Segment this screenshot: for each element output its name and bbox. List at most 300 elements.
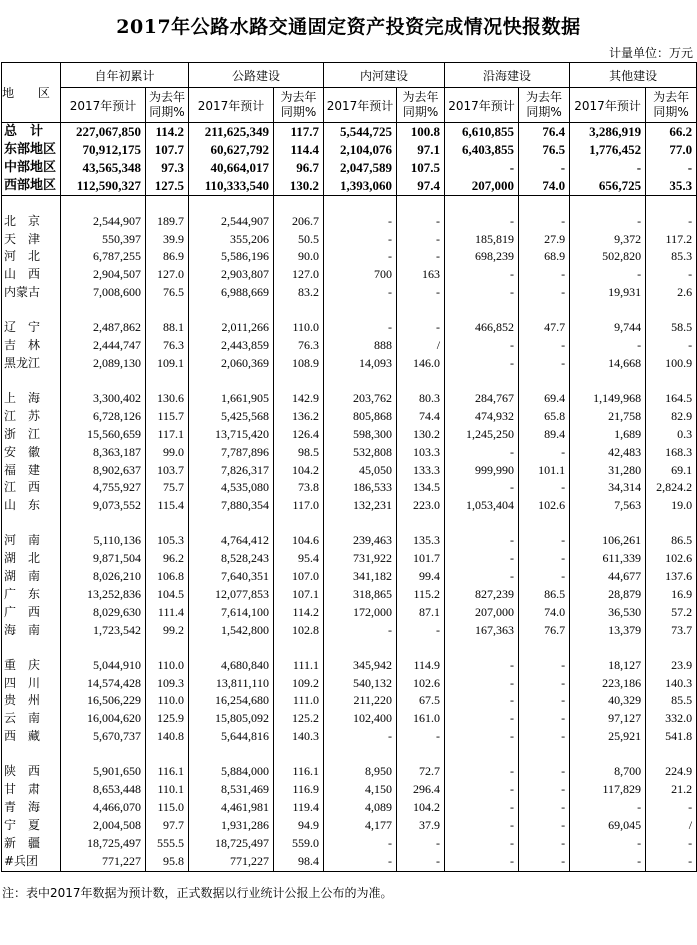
cell-inland: - [324,622,397,640]
spacer-cell [646,746,697,763]
cell-coastal-ratio: - [519,159,570,177]
cell-other-ratio: - [646,266,697,284]
cell-inland: 700 [324,266,397,284]
sub-header-ratio-line2: 同期% [402,105,439,119]
cell-road-ratio: 111.1 [274,657,324,675]
cell-total: 2,089,130 [61,355,146,373]
cell-road: 2,011,266 [189,319,274,337]
region-name: 浙 江 [2,426,61,444]
cell-other: 117,829 [570,781,646,799]
region-name: 贵 州 [2,692,61,710]
cell-inland-ratio: 97.4 [397,177,445,195]
region-name: 福 建 [2,462,61,480]
cell-road-ratio: 111.0 [274,692,324,710]
cell-other: 106,261 [570,532,646,550]
cell-road-ratio: 117.0 [274,497,324,515]
region-name: 广 西 [2,604,61,622]
spacer-cell [646,515,697,532]
cell-inland: 14,093 [324,355,397,373]
cell-coastal: - [445,799,519,817]
spacer-cell [61,195,146,213]
sub-header-estimate: 2017年预计 [61,88,146,123]
cell-other-ratio: - [646,213,697,231]
cell-other: 21,758 [570,408,646,426]
table-row [2,319,697,337]
cell-inland-ratio: 161.0 [397,710,445,728]
sub-header-estimate: 2017年预计 [324,88,397,123]
cell-inland-ratio: 115.2 [397,586,445,604]
sub-header-ratio [274,88,324,123]
cell-inland: 132,231 [324,497,397,515]
table-row [2,799,697,817]
spacer-cell [146,640,189,657]
cell-coastal: - [445,710,519,728]
region-name: 江 苏 [2,408,61,426]
spacer-cell [324,373,397,390]
cell-inland-ratio: 296.4 [397,781,445,799]
spacer-cell [324,746,397,763]
region-name: 新 疆 [2,835,61,853]
cell-total-ratio: 99.2 [146,622,189,640]
cell-other-ratio: 66.2 [646,123,697,141]
cell-coastal-ratio: 101.1 [519,462,570,480]
cell-total-ratio: 104.5 [146,586,189,604]
cell-total: 7,008,600 [61,284,146,302]
region-name: 河 南 [2,532,61,550]
spacer-cell [445,640,519,657]
region-name: 宁 夏 [2,817,61,835]
cell-road: 16,254,680 [189,692,274,710]
cell-coastal-ratio: 65.8 [519,408,570,426]
cell-other-ratio: 541.8 [646,728,697,746]
cell-road-ratio: 83.2 [274,284,324,302]
cell-other: 656,725 [570,177,646,195]
cell-total: 5,670,737 [61,728,146,746]
cell-other-ratio: 85.5 [646,692,697,710]
spacer-cell [646,302,697,319]
cell-total-ratio: 97.7 [146,817,189,835]
cell-total-ratio: 96.2 [146,550,189,568]
cell-total: 9,871,504 [61,550,146,568]
cell-coastal: 466,852 [445,319,519,337]
cell-total: 8,902,637 [61,462,146,480]
cell-total-ratio: 125.9 [146,710,189,728]
cell-road: 12,077,853 [189,586,274,604]
cell-coastal-ratio: 27.9 [519,231,570,249]
cell-other-ratio: 140.3 [646,675,697,693]
cell-road-ratio: 126.4 [274,426,324,444]
footnote: 注：表中2017年数据为预计数，正式数据以行业统计公报上公布的为准。 [2,886,393,900]
table-row [2,586,697,604]
spacer-cell [445,302,519,319]
table-row [2,710,697,728]
cell-coastal-ratio: - [519,657,570,675]
table-row [2,835,697,853]
cell-inland-ratio: 100.8 [397,123,445,141]
cell-road-ratio: 104.6 [274,532,324,550]
spacer-cell [146,195,189,213]
spacer-cell [397,195,445,213]
cell-total-ratio: 115.4 [146,497,189,515]
cell-total: 1,723,542 [61,622,146,640]
cell-coastal: - [445,763,519,781]
region-name: 青 海 [2,799,61,817]
cell-coastal: - [445,853,519,871]
cell-inland-ratio: 135.3 [397,532,445,550]
cell-other: - [570,853,646,871]
region-name: 河 北 [2,248,61,266]
cell-coastal-ratio: - [519,817,570,835]
cell-road: 5,884,000 [189,763,274,781]
cell-inland-ratio: 97.1 [397,141,445,159]
table-row [2,728,697,746]
spacer-cell [445,373,519,390]
cell-other-ratio: 16.9 [646,586,697,604]
cell-other-ratio: - [646,159,697,177]
cell-coastal: - [445,657,519,675]
cell-inland-ratio: 134.5 [397,479,445,497]
cell-road-ratio: 114.2 [274,604,324,622]
cell-coastal-ratio: - [519,444,570,462]
cell-inland-ratio: 223.0 [397,497,445,515]
cell-total-ratio: 189.7 [146,213,189,231]
cell-inland: 318,865 [324,586,397,604]
spacer-cell [189,640,274,657]
spacer-cell [274,302,324,319]
spacer-cell [646,373,697,390]
spacer-cell [570,195,646,213]
spacer-cell [189,302,274,319]
cell-road-ratio: 142.9 [274,390,324,408]
region-name: 陕 西 [2,763,61,781]
cell-other-ratio: - [646,835,697,853]
cell-road: 5,425,568 [189,408,274,426]
cell-inland: 532,808 [324,444,397,462]
cell-total: 2,904,507 [61,266,146,284]
cell-coastal-ratio: - [519,710,570,728]
cell-total-ratio: 115.0 [146,799,189,817]
cell-total-ratio: 115.7 [146,408,189,426]
spacer-row [2,640,697,657]
sub-header-estimate: 2017年预计 [189,88,274,123]
cell-road: 60,627,792 [189,141,274,159]
cell-other: 36,530 [570,604,646,622]
spacer-cell [519,195,570,213]
cell-coastal: - [445,675,519,693]
table-row [2,479,697,497]
group-header-total: 自年初累计 [61,63,189,88]
spacer-cell [570,515,646,532]
spacer-cell [274,640,324,657]
cell-inland-ratio: 163 [397,266,445,284]
cell-total-ratio: 106.8 [146,568,189,586]
cell-other-ratio: 0.3 [646,426,697,444]
cell-other-ratio: 85.3 [646,248,697,266]
table-row [2,248,697,266]
sub-header-ratio-line1: 为去年 [526,90,563,104]
cell-other: 42,483 [570,444,646,462]
region-name: 广 东 [2,586,61,604]
cell-total-ratio: 111.4 [146,604,189,622]
cell-inland: 4,089 [324,799,397,817]
cell-total: 8,026,210 [61,568,146,586]
spacer-cell [2,515,61,532]
cell-other: 31,280 [570,462,646,480]
sub-header-ratio-line1: 为去年 [149,90,186,104]
unit-label: 计量单位：万元 [608,46,693,60]
cell-coastal: 6,610,855 [445,123,519,141]
cell-inland-ratio: 37.9 [397,817,445,835]
document-title: 2017年公路水路交通固定资产投资完成情况快报数据 [116,16,581,38]
cell-other-ratio: 100.9 [646,355,697,373]
region-name: 西 藏 [2,728,61,746]
cell-coastal-ratio: 89.4 [519,426,570,444]
cell-total: 15,560,659 [61,426,146,444]
spacer-row [2,373,697,390]
cell-total: 8,029,630 [61,604,146,622]
cell-coastal: 207,000 [445,604,519,622]
cell-inland: 345,942 [324,657,397,675]
cell-inland: 239,463 [324,532,397,550]
table-row [2,568,697,586]
cell-total-ratio: 107.7 [146,141,189,159]
cell-total-ratio: 114.2 [146,123,189,141]
cell-other-ratio: - [646,853,697,871]
spacer-row [2,302,697,319]
cell-inland: 1,393,060 [324,177,397,195]
cell-road: 7,826,317 [189,462,274,480]
cell-other-ratio: - [646,799,697,817]
cell-inland-ratio: - [397,853,445,871]
cell-inland-ratio: 146.0 [397,355,445,373]
cell-road-ratio: 98.4 [274,853,324,871]
cell-total-ratio: 130.6 [146,390,189,408]
cell-coastal: 1,053,404 [445,497,519,515]
cell-total: 13,252,836 [61,586,146,604]
spacer-cell [61,515,146,532]
table-row [2,462,697,480]
cell-other: 14,668 [570,355,646,373]
cell-inland-ratio: 72.7 [397,763,445,781]
cell-total-ratio: 105.3 [146,532,189,550]
spacer-cell [146,302,189,319]
cell-coastal-ratio: - [519,835,570,853]
cell-other: 9,744 [570,319,646,337]
sub-header-ratio-line2: 同期% [149,105,185,119]
spacer-cell [519,515,570,532]
cell-road-ratio: 94.9 [274,817,324,835]
table-row [2,141,697,159]
table-row [2,497,697,515]
cell-coastal: 185,819 [445,231,519,249]
cell-inland: - [324,728,397,746]
spacer-cell [274,373,324,390]
region-name: 辽 宁 [2,319,61,337]
cell-coastal: - [445,550,519,568]
cell-other: 69,045 [570,817,646,835]
cell-coastal-ratio: - [519,550,570,568]
table-row [2,622,697,640]
cell-total: 2,444,747 [61,337,146,355]
table-row [2,231,697,249]
spacer-cell [445,515,519,532]
cell-inland-ratio: 114.9 [397,657,445,675]
cell-road: 18,725,497 [189,835,274,853]
cell-coastal-ratio: 47.7 [519,319,570,337]
investment-table [1,62,697,872]
cell-road-ratio: 108.9 [274,355,324,373]
cell-coastal-ratio: - [519,337,570,355]
cell-coastal: - [445,355,519,373]
table-row [2,177,697,195]
cell-inland-ratio: 107.5 [397,159,445,177]
cell-coastal: 207,000 [445,177,519,195]
cell-total: 6,787,255 [61,248,146,266]
cell-road-ratio: 73.8 [274,479,324,497]
cell-total-ratio: 110.0 [146,657,189,675]
cell-coastal-ratio: - [519,568,570,586]
cell-other: 223,186 [570,675,646,693]
cell-total: 112,590,327 [61,177,146,195]
cell-coastal: 167,363 [445,622,519,640]
cell-coastal: - [445,692,519,710]
sub-header-ratio-line2: 同期% [526,105,562,119]
cell-other-ratio: 21.2 [646,781,697,799]
cell-total-ratio: 110.0 [146,692,189,710]
spacer-cell [646,195,697,213]
group-header-other: 其他建设 [570,63,697,88]
cell-other-ratio: 82.9 [646,408,697,426]
cell-inland-ratio: 130.2 [397,426,445,444]
cell-other: 8,700 [570,763,646,781]
spacer-cell [445,746,519,763]
cell-total: 227,067,850 [61,123,146,141]
cell-road: 4,535,080 [189,479,274,497]
sub-header-ratio [146,88,189,123]
cell-inland-ratio: - [397,284,445,302]
region-name: 吉 林 [2,337,61,355]
spacer-cell [397,640,445,657]
cell-other: 611,339 [570,550,646,568]
cell-coastal-ratio: 74.0 [519,604,570,622]
cell-road-ratio: 76.3 [274,337,324,355]
cell-road: 355,206 [189,231,274,249]
cell-other: 9,372 [570,231,646,249]
spacer-cell [189,515,274,532]
cell-inland: 540,132 [324,675,397,693]
cell-coastal-ratio: - [519,853,570,871]
cell-inland: 4,177 [324,817,397,835]
cell-road-ratio: 107.1 [274,586,324,604]
cell-total-ratio: 103.7 [146,462,189,480]
cell-inland: 203,762 [324,390,397,408]
cell-total: 70,912,175 [61,141,146,159]
region-name: 山 西 [2,266,61,284]
cell-inland: 8,950 [324,763,397,781]
spacer-cell [189,195,274,213]
cell-road: 5,586,196 [189,248,274,266]
cell-total: 6,728,126 [61,408,146,426]
cell-road: 4,680,840 [189,657,274,675]
cell-other: 34,314 [570,479,646,497]
cell-other: - [570,266,646,284]
spacer-cell [646,640,697,657]
cell-total: 8,653,448 [61,781,146,799]
cell-inland: - [324,248,397,266]
table-row [2,692,697,710]
spacer-cell [397,373,445,390]
sub-header-ratio-line1: 为去年 [402,90,439,104]
cell-total: 16,506,229 [61,692,146,710]
table-row [2,337,697,355]
cell-other: - [570,337,646,355]
region-name: 云 南 [2,710,61,728]
region-name: 北 京 [2,213,61,231]
cell-other-ratio: 2.6 [646,284,697,302]
sub-header-ratio-line1: 为去年 [653,90,690,104]
cell-total: 5,044,910 [61,657,146,675]
cell-inland-ratio: - [397,622,445,640]
spacer-cell [146,746,189,763]
cell-road-ratio: 107.0 [274,568,324,586]
cell-other-ratio: 224.9 [646,763,697,781]
cell-coastal-ratio: 68.9 [519,248,570,266]
cell-road-ratio: 116.9 [274,781,324,799]
table-row [2,853,697,871]
cell-other-ratio: - [646,337,697,355]
region-name: 天 津 [2,231,61,249]
cell-inland-ratio: / [397,337,445,355]
cell-inland: 805,868 [324,408,397,426]
cell-total: 5,901,650 [61,763,146,781]
table-row [2,781,697,799]
cell-coastal-ratio: - [519,781,570,799]
cell-other: - [570,159,646,177]
cell-other-ratio: 57.2 [646,604,697,622]
region-name: 山 东 [2,497,61,515]
table-row [2,532,697,550]
cell-road: 40,664,017 [189,159,274,177]
cell-total: 16,004,620 [61,710,146,728]
cell-coastal: - [445,728,519,746]
table-row [2,159,697,177]
cell-total: 43,565,348 [61,159,146,177]
cell-total: 4,755,927 [61,479,146,497]
spacer-cell [519,746,570,763]
region-name: 上 海 [2,390,61,408]
cell-inland-ratio: 87.1 [397,604,445,622]
cell-road-ratio: 96.7 [274,159,324,177]
cell-other: 13,379 [570,622,646,640]
cell-total: 2,544,907 [61,213,146,231]
cell-road-ratio: 206.7 [274,213,324,231]
spacer-cell [189,746,274,763]
cell-inland: - [324,231,397,249]
cell-total: 771,227 [61,853,146,871]
cell-coastal: - [445,337,519,355]
cell-total-ratio: 117.1 [146,426,189,444]
cell-other-ratio: 117.2 [646,231,697,249]
cell-inland-ratio: 104.2 [397,799,445,817]
cell-road-ratio: 130.2 [274,177,324,195]
cell-other: 40,329 [570,692,646,710]
table-row [2,213,697,231]
spacer-row [2,515,697,532]
cell-road: 1,542,800 [189,622,274,640]
cell-other-ratio: 102.6 [646,550,697,568]
cell-road: 1,661,905 [189,390,274,408]
cell-total-ratio: 75.7 [146,479,189,497]
